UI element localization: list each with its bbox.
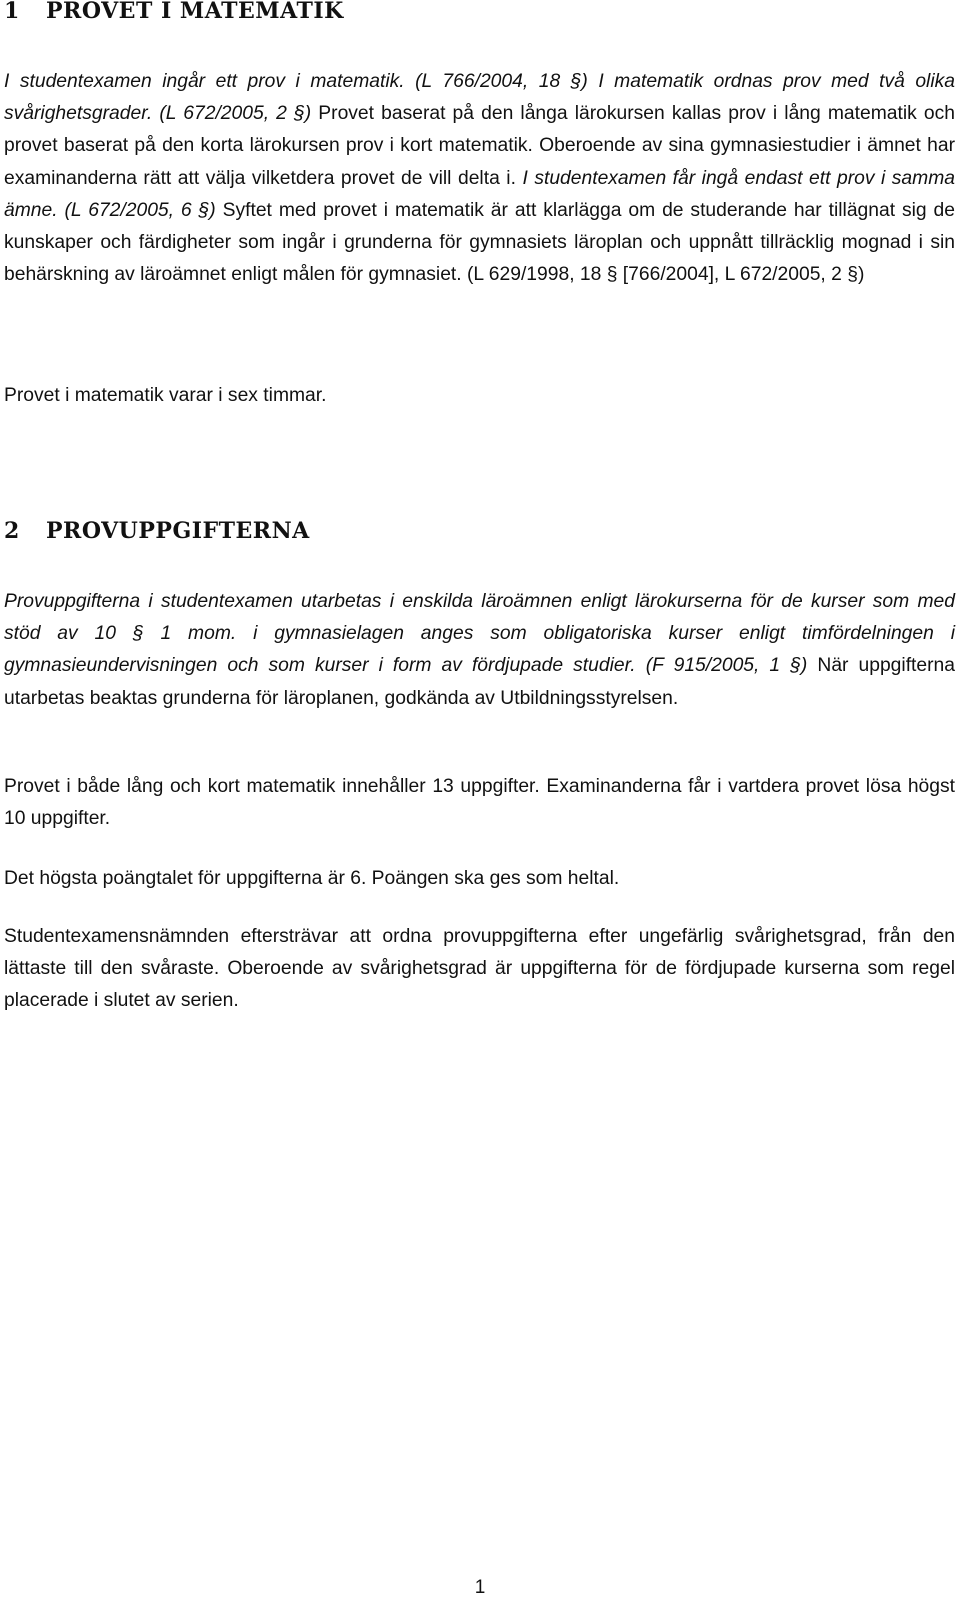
section-heading-2: [4, 518, 310, 544]
page-number: 1: [474, 1577, 486, 1598]
paragraph: Studentexamensnämnden eftersträvar att ordna provuppgifterna efter ungefärlig svårighetsgrad, från den lättaste till den svåraste. Oberoende av svårighetsgrad är uppgifterna för de fördjupade kurserna som regel placerade i slutet av serien.: [4, 926, 955, 1012]
section-number: 1: [4, 0, 20, 24]
body-text: När uppgifterna utarbetas beaktas grunderna för läroplanen, godkända av Utbildningsstyrelsen.: [4, 655, 955, 709]
paragraph: [4, 66, 955, 291]
italic-text: I studentexamen ingår ett prov i matematik. (L 766/2004, 18 §) I matematik ordnas prov med två olika svårighetsgrader. (L 672/2005, 2 §): [4, 71, 955, 125]
paragraph: Provet i matematik varar i sex timmar.: [4, 385, 327, 406]
section-title: PROVUPPGIFTERNA: [46, 518, 310, 544]
paragraph: Provet i både lång och kort matematik innehåller 13 uppgifter. Examinanderna får i vartdera provet lösa högst 10 uppgifter.: [4, 776, 955, 830]
italic-text: Provuppgifterna i studentexamen utarbetas i enskilda läroämnen enligt lärokurserna för de kurser som med stöd av 10 § 1 mom. i gymnasielagen anges som obligatoriska kurser enligt timfördelningen i gymnasieundervisningen och som kurser i form av fördjupade studier. (F 915/2005, 1 §): [4, 591, 955, 677]
italic-text: I studentexamen får ingå endast ett prov i samma ämne. (L 672/2005, 6 §): [4, 167, 956, 221]
body-text: Provet baserat på den långa lärokursen kallas prov i lång matematik och provet baserat på den korta lärokursen prov i kort matematik. Oberoende av sina gymnasiestudier i ämnet har examinanderna rätt att välja vilketdera provet de vill delta i.: [4, 103, 955, 189]
section-heading-1: [4, 0, 344, 24]
section-number: 2: [4, 518, 20, 544]
section-title: PROVET I MATEMATIK: [46, 0, 344, 24]
paragraph: Det högsta poängtalet för uppgifterna är 6. Poängen ska ges som heltal.: [4, 868, 620, 889]
paragraph: [4, 586, 955, 715]
body-text: Syftet med provet i matematik är att klarlägga om de studerande har tillägnat sig de kunskaper och färdigheter som ingår i grunderna för gymnasiets läroplan och uppnått tillräcklig mognad i sin behärskning av läroämnet enligt målen för gymnasiet. (L 629/1998, 18 § [766/2004], L 672/2005, 2 §): [4, 199, 955, 286]
